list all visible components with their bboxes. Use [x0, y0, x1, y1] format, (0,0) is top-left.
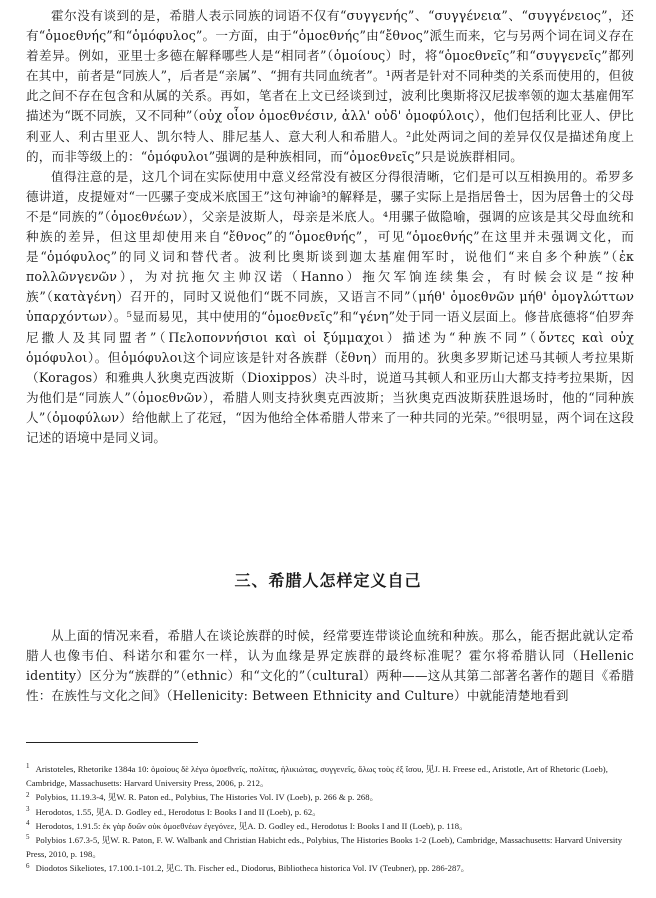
footnote — [26, 805, 634, 819]
footnote-text: Herodotos, 1.55, 见A. D. Godley ed., Herodotus I: Books I and II (Loeb), p. 62。 — [35, 806, 321, 817]
footnote — [26, 819, 634, 833]
paragraph: 霍尔没有谈到的是，希腊人表示同族的词语不仅有“συγγενής”、“συγγένεια”、“συγγένειος”，还有“ὁμοεθνής”和“ὁμόφυλος”。一方面，由于“ὁμοεθνής”由“ἔθνος”派生而来，它与另两个词在词义存在着差异。例如，亚里士多德在解释哪些人是“相同者”（ὁμοίους）时，将“ὁμοεθνεῖς”和“συγγενεῖς”都列在其中，前者是“同族人”，后者是“亲属”、“拥有共同血统者”。¹两者是针对不同种类的关系而使用的，但彼此之间不存在包含和从属的关系。再如，笔者在上文已经谈到过，波利比奥斯将汉尼拔率领的迦太基雇佣军描述为“既不同族，又不同种”（οὐχ οἷον ὁμοεθνέσιν, ἀλλ' οὐδ' ὁμοφύλοις），他们包括利比亚人、伊比利亚人、利古里亚人、凯尔特人、腓尼基人、意大利人和希腊人。²此处两词之间的差异仅仅是描述角度上的，而非等级上的：“ὁμόφυλοι”强调的是种族相同，而“ὁμοεθνεῖς”只是说族群相同。 — [26, 8, 634, 164]
main-text-block-bottom — [26, 626, 634, 706]
footnote-number: 5 — [26, 833, 30, 842]
footnote-number: 1 — [26, 762, 30, 771]
footnote — [26, 762, 634, 790]
paragraph: 从上面的情况来看，希腊人在谈论族群的时候，经常要连带谈论血统和种族。那么，能否据此就认定希腊人也像韦伯、科诺尔和霍尔一样，认为血缘是界定族群的最终标准呢？霍尔将希腊认同（Hellenic identity）区分为“族群的”（ethnic）和“文化的”（cultural）两种——这从其第二部著名著作的题目《希腊性：在族性与文化之间》（Hellenicity: Between Ethnicity and Culture）中就能清楚地看到 — [26, 628, 634, 704]
footnote-text: Aristoteles, Rhetorike 1384a 10: ὁμοίους δὲ λέγω ὁμοεθνεῖς, πολίτας, ἡλικιώτας, συγγενεῖς, ὅλως τοὺς ἐξ ἴσου, 见J. H. Freese ed., Aristotle, Art of Rhetoric (Loeb), Cambridge, Massachusetts: Harvard University Press, 2006, p. 212。 — [26, 764, 608, 789]
main-text-block-top — [26, 6, 634, 448]
footnote-text: Polybios, 11.19.3-4, 见W. R. Paton ed., Polybius, The Histories Vol. IV (Loeb), p. 266 & p. 268。 — [35, 792, 379, 803]
footnote-number: 6 — [26, 861, 30, 870]
footnote — [26, 861, 634, 875]
section-heading: 三、希腊人怎样定义自己 — [234, 571, 422, 590]
footnote-text: Herodotos, 1.91.5: ἐκ γὰρ δυῶν οὐκ ὁμοεθνέων ἐγεγόνεε, 见A. D. Godley ed., Herodotus I: Books I and II (Loeb), p. 118。 — [35, 820, 468, 831]
footnote — [26, 833, 634, 861]
footnote-separator — [26, 742, 198, 743]
footnote-text: Diodotos Sikeliotes, 17.100.1-101.2, 见C. Th. Fischer ed., Diodorus, Bibliotheca historica Vol. IV (Teubner), pp. 286-287。 — [35, 863, 470, 874]
footnote-number: 3 — [26, 804, 30, 813]
footnotes — [26, 762, 634, 876]
footnote — [26, 790, 634, 804]
footnote-number: 4 — [26, 818, 30, 827]
paragraph: 值得注意的是，这几个词在实际使用中意义经常没有被区分得很清晰，它们是可以互相换用的。希罗多德讲道，皮提娅对“一匹骡子变成米底国王”这句神谕³的解释是，骡子实际上是指居鲁士，因为居鲁士的父母不是“同族的”（ὁμοεθνέων），父亲是波斯人，母亲是米底人。⁴用骡子做隐喻，强调的应该是其父母血统和种族的差异，但这里却使用来自“ἔθνος”的“ὁμοεθνής”，可见“ὁμοεθνής”在这里并未强调文化，而是“ὁμόφυλος”的同义词和替代者。波利比奥斯谈到迦太基雇佣军时，说他们“来自多个种族”（ἐκ πολλῶνγενῶν），为对抗拖欠主帅汉诺（Hanno）拖欠军饷连续集会，有时候会议是“按种族”（κατὰγένη）召开的，同时又说他们“既不同族，又语言不同”（μήθ' ὁμοεθνῶν μήθ' ὁμογλώττων ὑπαρχόντων）。⁵显而易见，其中使用的“ὁμοεθνεῖς”和“γένη”处于同一语义层面上。修昔底德将“伯罗奔尼撒人及其同盟者”（Πελοποννήσιοι καὶ οἱ ξύμμαχοι）描述为“种族不同”（ὄντες καὶ οὐχ ὁμόφυλοι）。但ὁμόφυλοι这个词应该是针对各族群（ἔθνη）而用的。狄奥多罗斯记述马其顿人考拉果斯（Koragos）和雅典人狄奥克西波斯（Dioxippos）决斗时，说道马其顿人和亚历山大都支持考拉果斯，因为他们是“同族人”（ὁμοεθνῶν），希腊人则支持狄奥克西波斯；当狄奥克西波斯获胜退场时，他的“同种族人”（ὁμοφύλων）给他献上了花冠，“因为他给全体希腊人带来了一种共同的光荣。”⁶很明显，两个词在这段记述的语境中是同义词。 — [26, 168, 634, 445]
footnote-number: 2 — [26, 790, 30, 799]
footnote-text: Polybios 1.67.3-5, 见W. R. Paton, F. W. Walbank and Christian Habicht eds., Polybius, The Histories Books 1-2 (Loeb), Cambridge, Massachusetts: Harvard University Press, 2010, p. 198。 — [26, 835, 623, 860]
